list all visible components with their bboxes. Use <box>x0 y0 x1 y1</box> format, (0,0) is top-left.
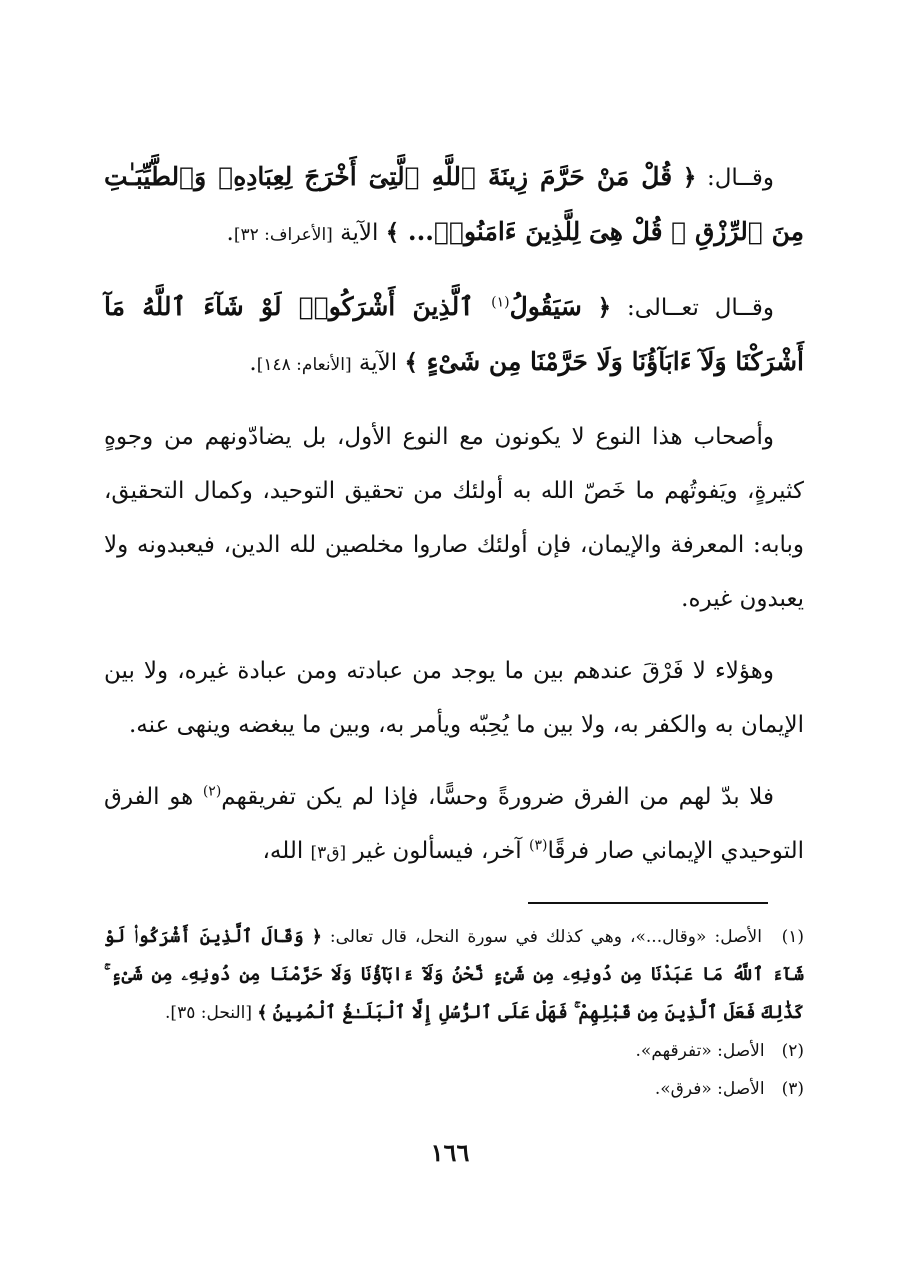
manuscript-page-marker: [ق٣] <box>310 843 347 863</box>
paragraph-text-c: آخر، فيسألون غير <box>346 838 530 864</box>
footnote-3 <box>104 1070 804 1108</box>
paragraph-text-a: فلا بدّ لهم من الفرق ضرورةً وحسًّا، فإذا لم يكن تفريقهم <box>221 784 775 810</box>
footnote-2 <box>104 1032 804 1070</box>
paragraph-text: وأصحاب هذا النوع لا يكونون مع النوع الأول، بل يضادّونهم من وجوهٍ كثيرةٍ، ويَفوتُهم ما خَصّ الله به أولئك من تحقيق التوحيد، وكمال التحقيق، وبابه: المعرفة والإيمان، فإن أولئك صاروا مخلصين لله الدين، فيعبدونه ولا يعبدون غيره. <box>104 424 804 612</box>
verse-label: الآية <box>351 350 398 376</box>
paragraph-1 <box>104 150 804 262</box>
quran-verse: قُلْ مَنْ حَرَّمَ زِينَةَ ٱللَّهِ ٱلَّتِىٓ أَخْرَجَ لِعِبَادِهِۦ وَٱلطَّيِّبَـٰتِ مِنَ ٱلرِّزْقِ ۚ قُلْ هِىَ لِلَّذِينَ ءَامَنُوا۟... <box>104 162 804 246</box>
paragraph-text-d: الله، <box>262 838 311 864</box>
main-text <box>104 150 804 898</box>
quran-verse-start: سَيَقُولُ <box>509 292 582 321</box>
footnote-marker-3[interactable]: (٣) <box>529 837 548 854</box>
footnotes-section <box>104 918 804 1108</box>
quran-verse-rest: ٱلَّذِينَ أَشْرَكُوا۟ لَوْ شَآءَ ٱللَّهُ مَآ أَشْرَكْنَا وَلَآ ءَابَآؤُنَا وَلَا حَرَّمْنَا مِن شَىْءٍ <box>104 292 804 376</box>
footnote-marker-1[interactable]: (١) <box>491 294 510 311</box>
intro-text: وقــال تعــالى: <box>611 295 774 321</box>
quran-close-bracket: ﴾ <box>385 219 400 246</box>
paragraph-4 <box>104 644 804 752</box>
footnote-number: (٣) <box>781 1079 804 1099</box>
page-number: ١٦٦ <box>430 1138 470 1167</box>
paragraph-end: . <box>249 350 257 376</box>
footnote-verse-reference: [النحل: ٣٥]. <box>165 1003 252 1023</box>
paragraph-5 <box>104 770 804 880</box>
footnote-text: الأصل: «وقال...»، وهي كذلك في سورة النحل، قال تعالى: <box>321 927 762 947</box>
footnote-text: الأصل: «فرق». <box>654 1079 765 1099</box>
paragraph-3 <box>104 410 804 626</box>
intro-text: وقــال: <box>696 165 775 191</box>
quran-open-bracket: ﴿ <box>311 927 322 947</box>
footnote-text: الأصل: «تفرقهم». <box>635 1041 765 1061</box>
quran-open-bracket: ﴿ <box>597 294 612 321</box>
footnote-divider <box>528 902 768 904</box>
footnote-number: (١) <box>781 927 805 947</box>
quran-close-bracket: ﴾ <box>404 349 418 376</box>
paragraph-text: وهؤلاء لا فَرْقَ عندهم بين ما يوجد من عبادته ومن عبادة غيره، ولا بين الإيمان به والكفر به، ولا بين ما يُحِبّه ويأمر به، وبين ما يبغضه وينهى عنه. <box>104 658 804 738</box>
verse-label: الآية <box>332 220 379 246</box>
quran-open-bracket: ﴿ <box>682 164 697 191</box>
footnote-quran-verse: وَقَالَ ٱلَّذِينَ أَشْرَكُوا۟ لَوْ شَآءَ ٱللَّهُ مَا عَبَدْنَا مِن دُونِهِۦ مِن شَىْءٍ نَّحْنُ وَلَآ ءَابَآؤُنَا وَلَا حَرَّمْنَا مِن دُونِهِۦ مِن شَىْءٍ ۚ كَذَٰلِكَ فَعَلَ ٱلَّذِينَ مِن قَبْلِهِمْ ۚ فَهَلْ عَلَى ٱلرُّسُلِ إِلَّا ٱلْبَلَـٰغُ ٱلْمُبِينُ <box>104 926 804 1023</box>
paragraph-2 <box>104 280 804 392</box>
footnote-1 <box>104 918 804 1032</box>
paragraph-end: . <box>226 220 234 246</box>
footnote-number: (٢) <box>781 1041 804 1061</box>
quran-close-bracket: ﴾ <box>257 1003 268 1023</box>
footnote-marker-2[interactable]: (٢) <box>202 783 222 800</box>
verse-reference: [الأعراف: ٣٢] <box>233 225 333 245</box>
paragraph-text-b: هو الفرق التوحيدي الإيماني صار فرقًا <box>104 784 804 864</box>
verse-reference: [الأنعام: ١٤٨] <box>256 355 352 375</box>
